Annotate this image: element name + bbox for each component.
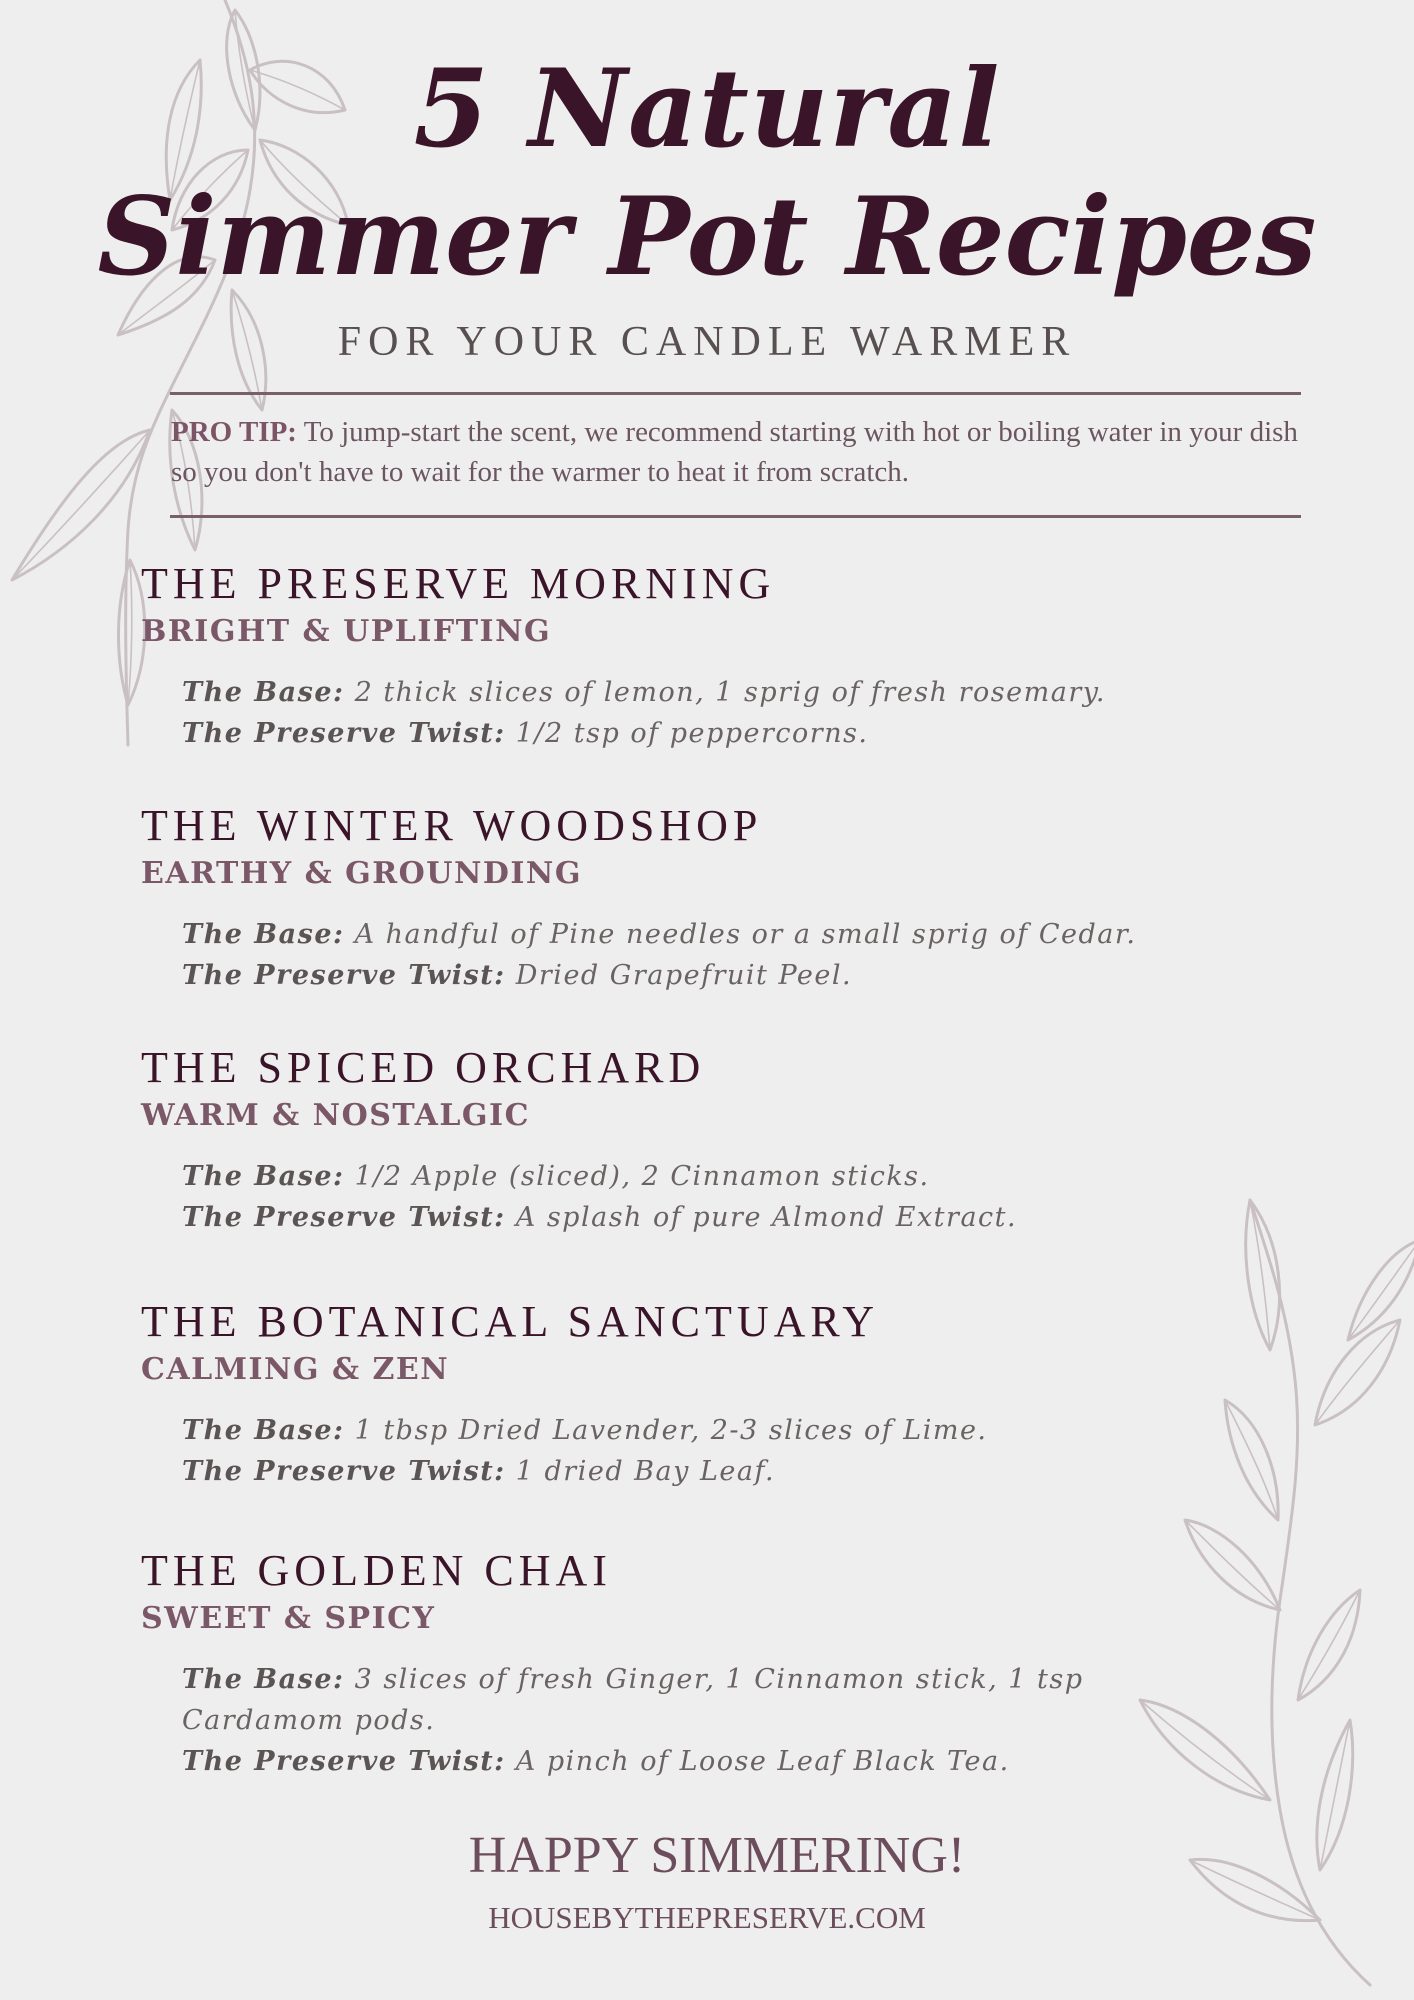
base-text: 1 tbsp Dried Lavender, 2-3 slices of Lime. <box>354 1415 988 1446</box>
pro-tip-text: To jump-start the scent, we recommend starting with hot or boiling water in your dish so you don't have to wait for the warmer to heat it from scratch. <box>171 416 1298 488</box>
base-text: 1/2 Apple (sliced), 2 Cinnamon sticks. <box>354 1161 930 1192</box>
twist-text: 1/2 tsp of peppercorns. <box>515 718 869 749</box>
recipe-body <box>182 1156 1291 1238</box>
base-label: The Base: <box>182 677 345 708</box>
twist-label: The Preserve Twist: <box>182 718 506 749</box>
base-label: The Base: <box>182 1664 345 1695</box>
recipe-tagline: SWEET & SPICY <box>141 1601 436 1636</box>
recipe-name: THE SPICED ORCHARD <box>141 1043 706 1092</box>
recipe-golden-chai <box>141 1545 1291 1782</box>
recipe-twist-line <box>182 1741 1291 1782</box>
recipe-tagline: BRIGHT & UPLIFTING <box>141 614 552 649</box>
recipe-name: THE BOTANICAL SANCTUARY <box>141 1297 880 1346</box>
recipe-twist-line <box>182 1197 1291 1238</box>
recipe-name: THE GOLDEN CHAI <box>141 1546 612 1595</box>
recipe-base-line <box>182 672 1291 713</box>
pro-tip-label: PRO TIP: <box>171 416 297 448</box>
twist-label: The Preserve Twist: <box>182 1746 506 1777</box>
recipe-winter-woodshop <box>141 800 1291 996</box>
base-label: The Base: <box>182 1161 345 1192</box>
base-text: A handful of Pine needles or a small sprig of Cedar. <box>354 919 1137 950</box>
recipe-twist-line <box>182 713 1291 754</box>
pro-tip <box>171 412 1301 492</box>
recipe-base-line <box>182 1659 1142 1741</box>
twist-text: A pinch of Loose Leaf Black Tea. <box>515 1746 1010 1777</box>
twist-label: The Preserve Twist: <box>182 960 506 991</box>
recipe-tagline: EARTHY & GROUNDING <box>141 856 582 891</box>
recipe-base-line <box>182 1156 1291 1197</box>
twist-label: The Preserve Twist: <box>182 1202 506 1233</box>
twist-label: The Preserve Twist: <box>182 1456 506 1487</box>
recipe-name: THE PRESERVE MORNING <box>141 559 776 608</box>
footer-website: HOUSEBYTHEPRESERVE.COM <box>488 1900 926 1935</box>
recipe-base-line <box>182 914 1291 955</box>
recipe-tagline: CALMING & ZEN <box>141 1352 450 1387</box>
title-line-1: 5 Natural <box>413 46 1001 172</box>
recipe-tagline: WARM & NOSTALGIC <box>141 1098 530 1133</box>
base-label: The Base: <box>182 919 345 950</box>
footer-message: HAPPY SIMMERING! <box>468 1827 966 1884</box>
recipe-body <box>182 1659 1291 1782</box>
subtitle: FOR YOUR CANDLE WARMER <box>337 319 1077 365</box>
recipe-preserve-morning <box>141 558 1291 754</box>
recipe-body <box>182 672 1291 754</box>
title-line-2: Simmer Pot Recipes <box>97 174 1317 300</box>
recipe-spiced-orchard <box>141 1042 1291 1238</box>
recipe-body <box>182 1410 1291 1492</box>
divider-top <box>170 392 1301 395</box>
twist-text: Dried Grapefruit Peel. <box>515 960 853 991</box>
recipe-body <box>182 914 1291 996</box>
base-text: 2 thick slices of lemon, 1 sprig of fresh rosemary. <box>354 677 1106 708</box>
twist-text: 1 dried Bay Leaf. <box>515 1456 776 1487</box>
base-label: The Base: <box>182 1415 345 1446</box>
recipe-twist-line <box>182 1451 1291 1492</box>
recipe-name: THE WINTER WOODSHOP <box>141 801 763 850</box>
recipe-botanical-sanctuary <box>141 1296 1291 1492</box>
base-text: 3 slices of fresh Ginger, 1 Cinnamon stick, 1 tsp Cardamom pods. <box>182 1664 1084 1736</box>
recipe-twist-line <box>182 955 1291 996</box>
divider-bottom <box>170 515 1301 518</box>
twist-text: A splash of pure Almond Extract. <box>515 1202 1018 1233</box>
recipe-base-line <box>182 1410 1291 1451</box>
